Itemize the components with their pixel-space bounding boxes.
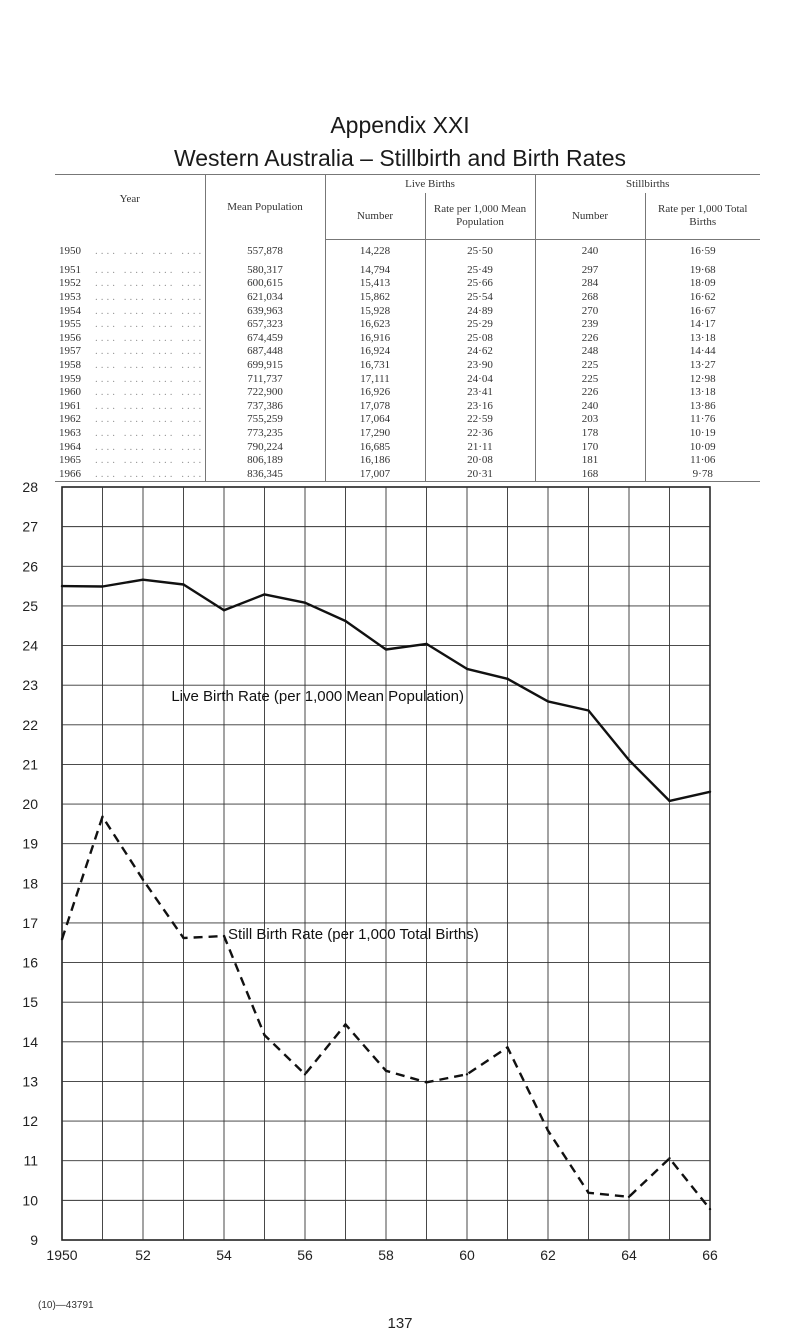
live-rate-cell: 20·08 xyxy=(425,454,535,468)
population-cell: 687,448 xyxy=(205,345,325,359)
x-tick-label: 64 xyxy=(621,1247,637,1263)
live-birth-point xyxy=(385,648,387,650)
live-number-cell: 16,186 xyxy=(325,454,425,468)
still-birth-point xyxy=(466,1073,468,1075)
header-live-births: Live Births xyxy=(325,175,535,194)
live-number-cell: 14,794 xyxy=(325,264,425,278)
y-tick-label: 16 xyxy=(22,954,38,971)
still-birth-point xyxy=(547,1129,549,1131)
live-birth-point xyxy=(425,643,427,645)
live-rate-cell: 20·31 xyxy=(425,467,535,481)
live-birth-point xyxy=(101,585,103,587)
still-rate-cell: 16·62 xyxy=(645,291,760,305)
still-rate-cell: 10·19 xyxy=(645,427,760,441)
live-birth-series-label: Live Birth Rate (per 1,000 Mean Population) xyxy=(171,688,465,706)
still-birth-point xyxy=(344,1023,346,1025)
x-tick-label: 52 xyxy=(135,1247,151,1263)
table-row xyxy=(55,331,760,345)
table-row xyxy=(55,345,760,359)
still-number-cell: 181 xyxy=(535,454,645,468)
y-tick-label: 15 xyxy=(22,994,38,1011)
still-birth-point xyxy=(263,1034,265,1036)
y-tick-label: 23 xyxy=(22,677,38,694)
year-cell: 1965 xyxy=(59,454,81,467)
live-number-cell: 15,928 xyxy=(325,304,425,318)
live-birth-point xyxy=(506,678,508,680)
still-number-cell: 170 xyxy=(535,440,645,454)
leader-dots: .... .... .... .... xyxy=(95,304,205,317)
year-cell: 1955 xyxy=(59,318,81,331)
live-number-cell: 16,685 xyxy=(325,440,425,454)
x-tick-label: 60 xyxy=(459,1247,475,1263)
table-row xyxy=(55,399,760,413)
table-row xyxy=(55,386,760,400)
population-cell: 557,878 xyxy=(205,240,325,264)
table-row xyxy=(55,304,760,318)
x-tick-label: 54 xyxy=(216,1247,232,1263)
still-birth-point xyxy=(425,1081,427,1083)
y-tick-label: 26 xyxy=(22,558,38,575)
live-number-cell: 17,290 xyxy=(325,427,425,441)
still-rate-cell: 11·06 xyxy=(645,454,760,468)
table-row xyxy=(55,440,760,454)
live-number-cell: 14,228 xyxy=(325,240,425,264)
y-tick-label: 12 xyxy=(22,1113,38,1130)
population-cell: 711,737 xyxy=(205,372,325,386)
still-rate-cell: 13·18 xyxy=(645,331,760,345)
live-rate-cell: 25·50 xyxy=(425,240,535,264)
still-birth-point xyxy=(182,937,184,939)
still-rate-cell: 16·67 xyxy=(645,304,760,318)
still-rate-cell: 13·18 xyxy=(645,386,760,400)
population-cell: 755,259 xyxy=(205,413,325,427)
leader-dots: .... .... .... .... xyxy=(95,263,205,276)
leader-dots: .... .... .... .... xyxy=(95,358,205,371)
still-rate-cell: 11·76 xyxy=(645,413,760,427)
still-number-cell: 240 xyxy=(535,240,645,264)
still-number-cell: 297 xyxy=(535,264,645,278)
page-number: 137 xyxy=(387,1315,413,1332)
leader-dots: .... .... .... .... xyxy=(95,277,205,290)
population-cell: 639,963 xyxy=(205,304,325,318)
print-code: (10)—43791 xyxy=(38,1300,94,1311)
still-rate-cell: 19·68 xyxy=(645,264,760,278)
live-number-cell: 16,924 xyxy=(325,345,425,359)
year-cell: 1959 xyxy=(59,372,81,385)
still-rate-cell: 16·59 xyxy=(645,240,760,264)
leader-dots: .... .... .... .... xyxy=(95,290,205,303)
year-cell: 1963 xyxy=(59,426,81,439)
population-cell: 600,615 xyxy=(205,277,325,291)
still-rate-cell: 13·27 xyxy=(645,359,760,373)
still-rate-cell: 14·17 xyxy=(645,318,760,332)
x-tick-label: 62 xyxy=(540,1247,556,1263)
population-cell: 790,224 xyxy=(205,440,325,454)
still-number-cell: 284 xyxy=(535,277,645,291)
rates-chart xyxy=(0,467,800,1310)
live-rate-cell: 25·54 xyxy=(425,291,535,305)
table-row xyxy=(55,264,760,278)
still-rate-cell: 14·44 xyxy=(645,345,760,359)
live-rate-cell: 23·16 xyxy=(425,399,535,413)
leader-dots: .... .... .... .... xyxy=(95,386,205,399)
y-tick-label: 22 xyxy=(22,716,38,733)
live-number-cell: 16,623 xyxy=(325,318,425,332)
table-row xyxy=(55,291,760,305)
population-cell: 621,034 xyxy=(205,291,325,305)
table-row xyxy=(55,277,760,291)
live-birth-point xyxy=(263,593,265,595)
y-tick-label: 25 xyxy=(22,597,38,614)
y-tick-label: 9 xyxy=(30,1232,38,1248)
live-rate-cell: 25·66 xyxy=(425,277,535,291)
still-birth-point xyxy=(101,816,103,818)
year-cell: 1958 xyxy=(59,358,81,371)
still-rate-cell: 10·09 xyxy=(645,440,760,454)
still-number-cell: 268 xyxy=(535,291,645,305)
still-birth-point xyxy=(587,1192,589,1194)
leader-dots: .... .... .... .... xyxy=(95,440,205,453)
still-birth-point xyxy=(628,1196,630,1198)
leader-dots: .... .... .... .... xyxy=(95,413,205,426)
live-rate-cell: 25·49 xyxy=(425,264,535,278)
table-row xyxy=(55,240,760,264)
still-number-cell: 225 xyxy=(535,359,645,373)
live-number-cell: 17,064 xyxy=(325,413,425,427)
leader-dots: .... .... .... .... xyxy=(95,318,205,331)
still-rate-cell: 9·78 xyxy=(645,467,760,481)
live-rate-cell: 21·11 xyxy=(425,440,535,454)
year-cell: 1961 xyxy=(59,399,81,412)
live-birth-point xyxy=(344,620,346,622)
year-cell: 1952 xyxy=(59,277,81,290)
live-birth-point xyxy=(223,609,225,611)
year-cell: 1956 xyxy=(59,331,81,344)
x-tick-label: 58 xyxy=(378,1247,394,1263)
live-birth-point xyxy=(628,759,630,761)
table-row xyxy=(55,372,760,386)
live-rate-cell: 25·08 xyxy=(425,331,535,345)
still-number-cell: 226 xyxy=(535,331,645,345)
page-subtitle: Western Australia – Stillbirth and Birth Rates xyxy=(173,145,627,171)
still-number-cell: 248 xyxy=(535,345,645,359)
population-cell: 580,317 xyxy=(205,264,325,278)
still-birth-series-label: Still Birth Rate (per 1,000 Total Births) xyxy=(228,925,479,943)
still-birth-point xyxy=(668,1157,670,1159)
still-number-cell: 270 xyxy=(535,304,645,318)
live-rate-cell: 24·62 xyxy=(425,345,535,359)
population-cell: 657,323 xyxy=(205,318,325,332)
live-number-cell: 15,413 xyxy=(325,277,425,291)
live-rate-cell: 22·59 xyxy=(425,413,535,427)
still-birth-point xyxy=(385,1070,387,1072)
live-birth-point xyxy=(668,800,670,802)
y-tick-label: 20 xyxy=(22,796,38,813)
y-tick-label: 19 xyxy=(22,835,38,852)
year-cell: 1951 xyxy=(59,263,81,276)
appendix-title: Appendix XXI xyxy=(330,112,470,138)
leader-dots: .... .... .... .... xyxy=(95,426,205,439)
y-tick-label: 14 xyxy=(22,1033,38,1050)
live-rate-cell: 23·90 xyxy=(425,359,535,373)
live-birth-point xyxy=(709,791,711,793)
still-number-cell: 178 xyxy=(535,427,645,441)
stats-table xyxy=(55,174,760,482)
x-tick-label: 1950 xyxy=(46,1247,78,1263)
leader-dots: .... .... .... .... xyxy=(95,345,205,358)
live-birth-point xyxy=(466,668,468,670)
y-tick-label: 28 xyxy=(22,479,38,495)
y-tick-label: 21 xyxy=(22,756,38,773)
leader-dots: .... .... .... .... xyxy=(95,467,205,480)
y-tick-label: 11 xyxy=(23,1152,38,1169)
live-number-cell: 17,007 xyxy=(325,467,425,481)
live-rate-cell: 25·29 xyxy=(425,318,535,332)
table-row xyxy=(55,359,760,373)
live-birth-point xyxy=(142,579,144,581)
population-cell: 722,900 xyxy=(205,386,325,400)
still-rate-cell: 18·09 xyxy=(645,277,760,291)
still-birth-point xyxy=(223,935,225,937)
still-rate-cell: 13·86 xyxy=(645,399,760,413)
population-cell: 836,345 xyxy=(205,467,325,481)
header-still-rate: Rate per 1,000 Total Births xyxy=(645,193,760,240)
x-tick-label: 56 xyxy=(297,1247,313,1263)
still-birth-point xyxy=(142,879,144,881)
live-rate-cell: 22·36 xyxy=(425,427,535,441)
live-number-cell: 16,916 xyxy=(325,331,425,345)
live-rate-cell: 24·89 xyxy=(425,304,535,318)
y-tick-label: 27 xyxy=(22,518,38,535)
still-birth-point xyxy=(506,1046,508,1048)
table-row xyxy=(55,318,760,332)
still-birth-point xyxy=(61,938,63,940)
year-cell: 1957 xyxy=(59,345,81,358)
leader-dots: .... .... .... .... xyxy=(95,331,205,344)
leader-dots: .... .... .... .... xyxy=(95,399,205,412)
still-number-cell: 240 xyxy=(535,399,645,413)
live-number-cell: 16,926 xyxy=(325,386,425,400)
live-birth-point xyxy=(61,585,63,587)
still-number-cell: 239 xyxy=(535,318,645,332)
still-number-cell: 203 xyxy=(535,413,645,427)
y-tick-label: 18 xyxy=(22,875,38,892)
population-cell: 773,235 xyxy=(205,427,325,441)
population-cell: 699,915 xyxy=(205,359,325,373)
still-rate-cell: 12·98 xyxy=(645,372,760,386)
live-number-cell: 17,111 xyxy=(325,372,425,386)
leader-dots: .... .... .... .... xyxy=(95,372,205,385)
year-cell: 1966 xyxy=(59,467,81,480)
table-row xyxy=(55,413,760,427)
y-tick-label: 13 xyxy=(22,1073,38,1090)
header-stillbirths: Stillbirths xyxy=(535,175,760,194)
live-birth-point xyxy=(587,709,589,711)
header-year: Year xyxy=(55,175,205,240)
still-number-cell: 225 xyxy=(535,372,645,386)
population-cell: 806,189 xyxy=(205,454,325,468)
year-cell: 1960 xyxy=(59,386,81,399)
live-rate-cell: 24·04 xyxy=(425,372,535,386)
still-number-cell: 226 xyxy=(535,386,645,400)
header-live-number: Number xyxy=(325,193,425,240)
leader-dots: .... .... .... .... xyxy=(95,454,205,467)
live-birth-point xyxy=(547,700,549,702)
year-cell: 1954 xyxy=(59,304,81,317)
population-cell: 674,459 xyxy=(205,331,325,345)
header-live-rate: Rate per 1,000 Mean Population xyxy=(425,193,535,240)
table-row xyxy=(55,427,760,441)
live-rate-cell: 23·41 xyxy=(425,386,535,400)
live-birth-point xyxy=(304,602,306,604)
table-row xyxy=(55,454,760,468)
still-birth-point xyxy=(304,1073,306,1075)
leader-dots: .... .... .... .... xyxy=(95,245,205,257)
still-number-cell: 168 xyxy=(535,467,645,481)
population-cell: 737,386 xyxy=(205,399,325,413)
header-still-number: Number xyxy=(535,193,645,240)
y-tick-label: 17 xyxy=(22,914,38,931)
live-number-cell: 15,862 xyxy=(325,291,425,305)
year-cell: 1953 xyxy=(59,290,81,303)
live-number-cell: 16,731 xyxy=(325,359,425,373)
y-tick-label: 24 xyxy=(22,637,38,654)
year-cell: 1964 xyxy=(59,440,81,453)
live-number-cell: 17,078 xyxy=(325,399,425,413)
header-population: Mean Population xyxy=(205,175,325,240)
live-birth-point xyxy=(182,583,184,585)
still-birth-point xyxy=(709,1208,711,1210)
x-tick-label: 66 xyxy=(702,1247,718,1263)
y-tick-label: 10 xyxy=(22,1192,38,1209)
year-cell: 1962 xyxy=(59,413,81,426)
year-cell: 1950 xyxy=(59,245,81,257)
